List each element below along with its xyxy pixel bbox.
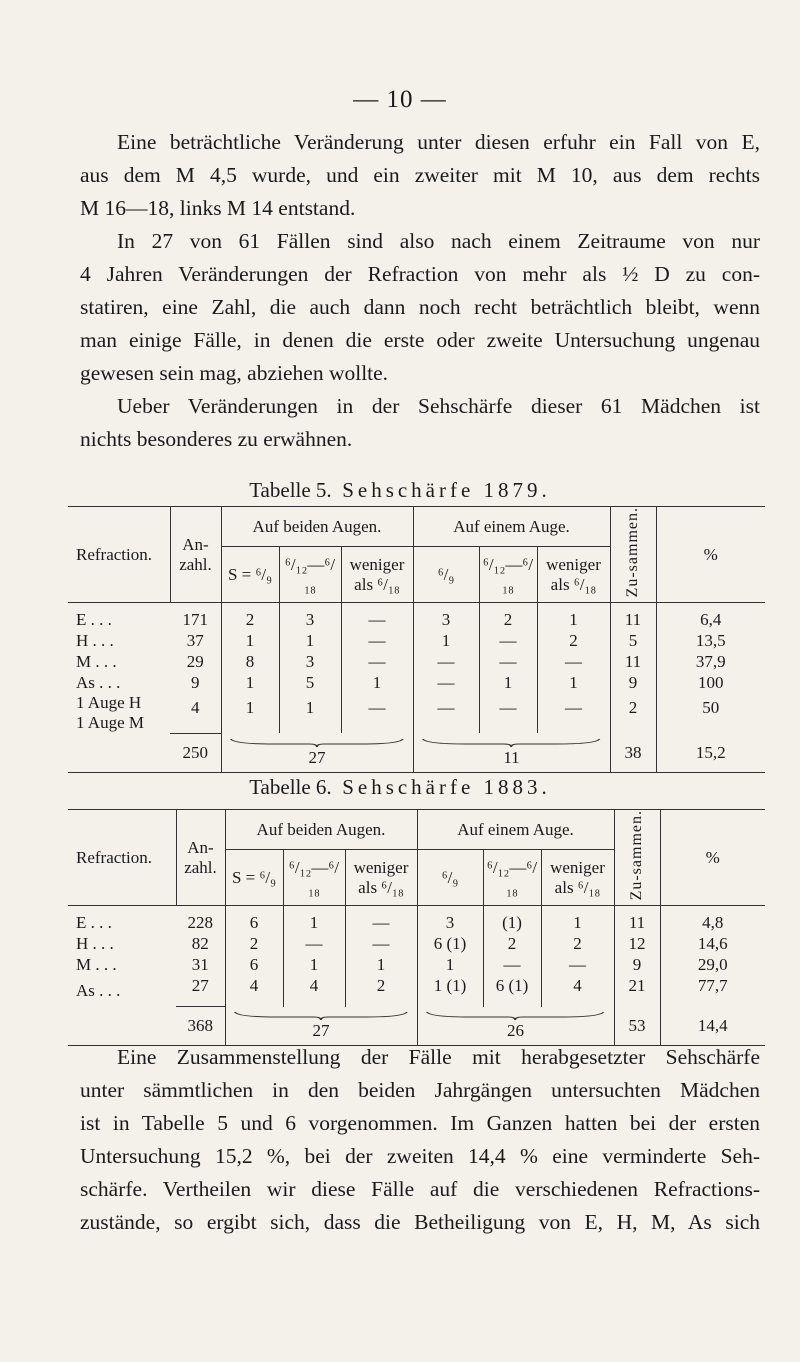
header-einem-auge: Auf einem Auge. (413, 507, 610, 547)
brace-icon (421, 738, 601, 748)
cell-anzahl: 9 (170, 672, 221, 693)
cell-e3: 1 (541, 906, 614, 934)
cell-b1: 2 (221, 603, 279, 631)
text-line: ist in Tabelle 5 und 6 vorgenommen. Im Ganzen hatten bei der ersten (80, 1111, 760, 1135)
table6-caption-prefix: Tabelle 6. (249, 775, 332, 799)
cell-b1: 1 (221, 672, 279, 693)
total-einem-value: 11 (503, 747, 520, 767)
text-line: nichts besonderes zu erwähnen. (80, 427, 353, 451)
total-zusammen: 53 (614, 1007, 660, 1046)
text-line: man einige Fälle, in denen die erste oder zweite Untersuchung ungenau (80, 328, 760, 352)
cell-e2: — (479, 693, 537, 733)
table5-caption (0, 478, 800, 503)
table-row (68, 651, 765, 672)
cell-e1: 1 (413, 630, 479, 651)
header-zusammen: Zu-sammen. (614, 810, 660, 906)
cell-e1: — (413, 693, 479, 733)
total-beiden (221, 733, 413, 772)
header-s-six-nine: S = ⁶/₉ (225, 850, 283, 906)
table5-body (68, 603, 765, 734)
cell-e2: 2 (483, 933, 541, 954)
cell-b3: — (341, 630, 413, 651)
text-line: statiren, eine Zahl, die auch dann noch recht beträchtlich bleibt, wenn (80, 295, 760, 319)
cell-e1: — (413, 672, 479, 693)
cell-e3: 2 (541, 933, 614, 954)
row-refraction: 1 Auge H 1 Auge M (76, 693, 144, 733)
cell-e3: — (541, 954, 614, 975)
cell-b3: — (341, 693, 413, 733)
header-weniger: weniger als ⁶/₁₈ (537, 547, 610, 603)
cell-b3: — (345, 933, 417, 954)
cell-zus: 12 (614, 933, 660, 954)
header-s-six-nine: S = ⁶/₉ (221, 547, 279, 603)
cell-b2: 1 (279, 693, 341, 733)
cell-e1: 3 (417, 906, 483, 934)
header-weniger: weniger als ⁶/₁₈ (345, 850, 417, 906)
cell-pct: 50 (702, 698, 720, 718)
table6-caption-title: Sehschärfe 1883. (342, 775, 551, 799)
header-refraction: Refraction. (68, 810, 176, 906)
table-row (68, 603, 765, 631)
cell-b2: — (283, 933, 345, 954)
cell-e2: 1 (479, 672, 537, 693)
table-row (68, 906, 765, 934)
table-row (68, 975, 765, 1007)
brace-icon (229, 738, 405, 748)
total-anzahl: 368 (176, 1007, 225, 1046)
header-beiden-augen: Auf beiden Augen. (225, 810, 417, 850)
cell-zus: 11 (614, 906, 660, 934)
header-six-nine: ⁶/₉ (413, 547, 479, 603)
table5-caption-title: Sehschärfe 1879. (342, 478, 551, 502)
paragraph-summary (80, 1041, 760, 1239)
total-anzahl: 250 (170, 733, 221, 772)
header-range: ⁶/₁₂—⁶/₁₈ (283, 850, 345, 906)
cell-e2: — (479, 630, 537, 651)
header-anzahl: An- zahl. (170, 507, 221, 603)
total-beiden-value: 27 (308, 747, 326, 767)
row-refraction: E . . . (76, 912, 112, 932)
row-refraction: H . . . (76, 630, 114, 650)
header-beiden-augen: Auf beiden Augen. (221, 507, 413, 547)
row-refraction: H . . . (76, 933, 114, 953)
cell-b2: 5 (279, 672, 341, 693)
cell-b1: 6 (225, 906, 283, 934)
cell-b2: 3 (279, 603, 341, 631)
text-line: Eine Zusammenstellung der Fälle mit herabgesetzter Sehschärfe (117, 1045, 760, 1069)
cell-b3: — (341, 651, 413, 672)
cell-pct: 14,6 (697, 933, 728, 953)
text-line: schärfe. Vertheilen wir diese Fälle auf die verschiedenen Refractions- (80, 1177, 760, 1201)
cell-e2: — (479, 651, 537, 672)
row-refraction: As . . . (76, 672, 121, 692)
header-percent: % (656, 507, 765, 603)
cell-e3: — (537, 693, 610, 733)
table5-caption-prefix: Tabelle 5. (249, 478, 332, 502)
total-beiden-value: 27 (312, 1021, 330, 1041)
cell-e1: 3 (413, 603, 479, 631)
cell-zus: 11 (610, 651, 656, 672)
text-line: unter sämmtlichen in den beiden Jahrgängen untersuchten Mädchen (80, 1078, 760, 1102)
cell-pct: 6,4 (700, 609, 722, 629)
cell-b3: 2 (345, 975, 417, 1007)
cell-anzahl: 228 (176, 906, 225, 934)
header-six-nine: ⁶/₉ (417, 850, 483, 906)
cell-anzahl: 82 (176, 933, 225, 954)
table-row (68, 630, 765, 651)
cell-zus: 11 (610, 603, 656, 631)
cell-pct: 13,5 (695, 630, 726, 650)
text-line: 4 Jahren Veränderungen der Refraction von mehr als ½ D zu con- (80, 262, 760, 286)
cell-e3: 1 (537, 603, 610, 631)
total-einem-value: 26 (507, 1021, 524, 1041)
cell-b2: 1 (283, 954, 345, 975)
text-line: In 27 von 61 Fällen sind also nach einem Zeitraume von nur (117, 229, 760, 253)
table6 (68, 809, 765, 1046)
cell-e3: 1 (537, 672, 610, 693)
cell-e2: 2 (479, 603, 537, 631)
brace-icon (233, 1011, 409, 1021)
intro-paragraph (80, 126, 760, 225)
row-refraction: As . . . (76, 981, 121, 1001)
cell-anzahl: 27 (176, 975, 225, 1007)
cell-e3: 4 (541, 975, 614, 1007)
cell-anzahl: 29 (170, 651, 221, 672)
table6-caption (0, 775, 800, 800)
cell-b3: — (341, 603, 413, 631)
cell-b2: 3 (279, 651, 341, 672)
total-zusammen: 38 (610, 733, 656, 772)
header-zusammen: Zu-sammen. (610, 507, 656, 603)
cell-pct: 29,0 (697, 954, 728, 974)
cell-e1: 1 (1) (417, 975, 483, 1007)
table-row (68, 933, 765, 954)
total-percent: 14,4 (660, 1007, 765, 1046)
cell-b1: 8 (221, 651, 279, 672)
row-refraction: M . . . (76, 954, 117, 974)
cell-e1: 6 (1) (417, 933, 483, 954)
text-line: Untersuchung 15,2 %, bei der zweiten 14,4 % eine verminderte Seh- (80, 1144, 760, 1168)
cell-zus: 9 (610, 672, 656, 693)
total-einem (413, 733, 610, 772)
table6-body (68, 906, 765, 1007)
header-einem-auge: Auf einem Auge. (417, 810, 614, 850)
cell-b2: 1 (283, 906, 345, 934)
cell-b1: 4 (225, 975, 283, 1007)
cell-b1: 2 (225, 933, 283, 954)
header-anzahl: An- zahl. (176, 810, 225, 906)
cell-e2: 6 (1) (483, 975, 541, 1007)
cell-pct: 77,7 (697, 976, 728, 996)
table5 (68, 506, 765, 773)
header-range: ⁶/₁₂—⁶/₁₈ (479, 547, 537, 603)
cell-pct: 100 (698, 672, 724, 692)
header-percent: % (660, 810, 765, 906)
table-row (68, 954, 765, 975)
cell-b2: 4 (283, 975, 345, 1007)
table-row (68, 672, 765, 693)
table-row (68, 693, 765, 733)
text-line: aus dem M 4,5 wurde, und ein zweiter mit M 10, aus dem rechts (80, 163, 760, 187)
cell-zus: 5 (610, 630, 656, 651)
text-line: Eine beträchtliche Veränderung unter diesen erfuhr ein Fall von E, (117, 130, 760, 154)
cell-e1: — (413, 651, 479, 672)
text-line: Ueber Veränderungen in der Sehschärfe dieser 61 Mädchen ist (117, 394, 760, 418)
cell-e3: 2 (537, 630, 610, 651)
cell-b3: 1 (341, 672, 413, 693)
cell-b1: 1 (221, 630, 279, 651)
cell-anzahl: 171 (170, 603, 221, 631)
page-number: — 10 — (353, 86, 447, 113)
cell-b3: 1 (345, 954, 417, 975)
row-refraction: E . . . (76, 609, 112, 629)
brace-icon (425, 1011, 605, 1021)
cell-e2: (1) (483, 906, 541, 934)
header-weniger: weniger als ⁶/₁₈ (541, 850, 614, 906)
cell-zus: 2 (610, 693, 656, 733)
cell-anzahl: 31 (176, 954, 225, 975)
cell-pct: 4,8 (702, 912, 724, 932)
paragraph-refraction-changes (80, 225, 760, 390)
cell-b3: — (345, 906, 417, 934)
total-percent: 15,2 (656, 733, 765, 772)
text-line: zustände, so ergibt sich, dass die Betheiligung von E, H, M, As sich (80, 1210, 760, 1234)
table5-totals-row (68, 733, 765, 772)
text-line: M 16—18, links M 14 entstand. (80, 196, 356, 220)
cell-zus: 9 (614, 954, 660, 975)
cell-pct: 37,9 (695, 651, 726, 671)
cell-b1: 6 (225, 954, 283, 975)
cell-anzahl: 4 (170, 693, 221, 733)
row-refraction: M . . . (76, 651, 117, 671)
text-line: gewesen sein mag, abziehen wollte. (80, 361, 389, 385)
cell-anzahl: 37 (170, 630, 221, 651)
cell-b1: 1 (221, 693, 279, 733)
cell-e3: — (537, 651, 610, 672)
paragraph-visual-acuity (80, 390, 760, 456)
header-range: ⁶/₁₂—⁶/₁₈ (279, 547, 341, 603)
cell-e2: — (483, 954, 541, 975)
header-range: ⁶/₁₂—⁶/₁₈ (483, 850, 541, 906)
cell-e1: 1 (417, 954, 483, 975)
cell-b2: 1 (279, 630, 341, 651)
header-refraction: Refraction. (68, 507, 170, 603)
cell-zus: 21 (614, 975, 660, 1007)
header-weniger: weniger als ⁶/₁₈ (341, 547, 413, 603)
